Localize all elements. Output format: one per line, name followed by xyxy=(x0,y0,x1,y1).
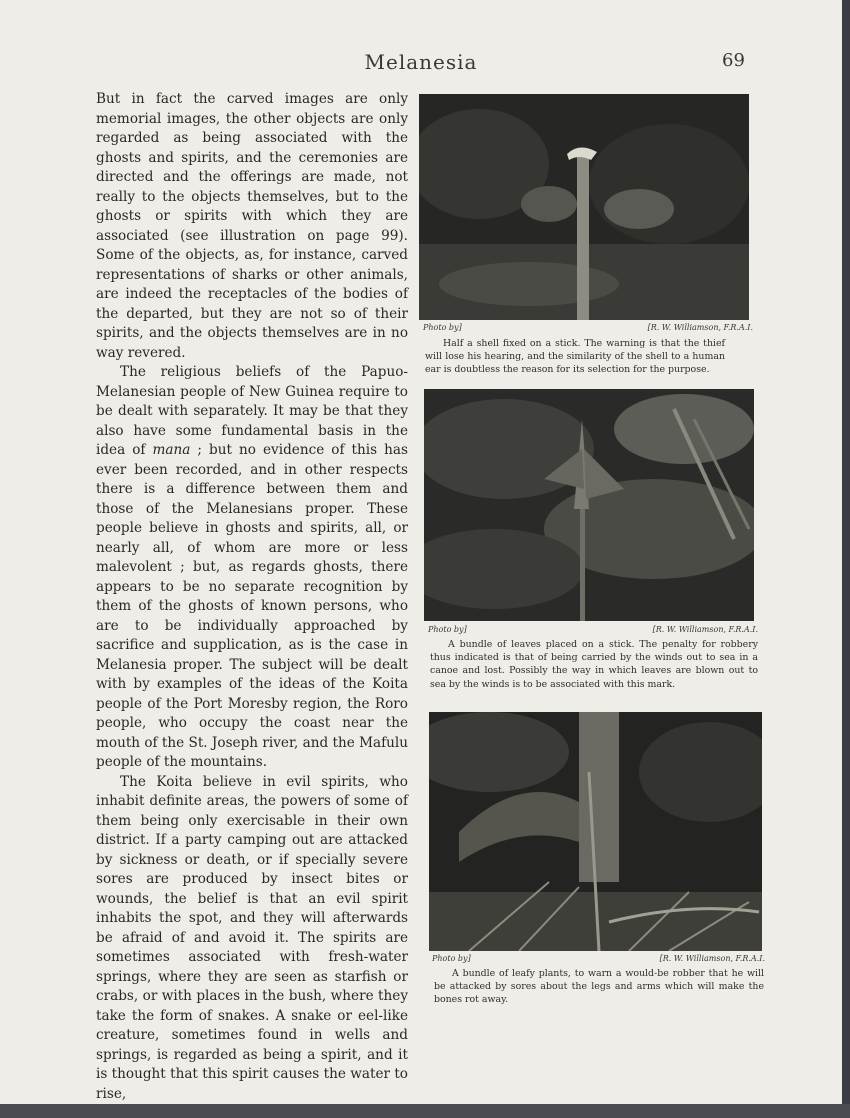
credit-right-2: [R. W. Williamson, F.R.A.I. xyxy=(652,625,758,634)
photo-credit-3 xyxy=(432,954,765,963)
photo-caption-1: Half a shell fixed on a stick. The warning is that the thief will lose his hearing, and the similarity of the shell to a human ear is doubtless the reason for its selection for the purpose. xyxy=(425,338,725,376)
page-edge-shadow xyxy=(842,0,850,1118)
paragraph-1: But in fact the carved images are only memorial images, the other objects are only regarded as being associated with the ghosts and spirits, and the ceremonies are directed and the offerings are made, not really to the objects themselves, but to the ghosts or spirits with which they are associated (see illustration on page 99). Some of the objects, as, for instance, carved representations of sharks or other animals, are indeed the receptacles of the bodies of the departed, but they are not so of their spirits, and the objects themselves are in no way revered. xyxy=(96,91,408,361)
photo-caption-2: A bundle of leaves placed on a stick. The penalty for robbery thus indicated is that of being carried by the winds out to sea in a canoe and lost. Possibly the way in which leaves are blown out to sea by the winds is to be associated with this mark. xyxy=(430,639,758,690)
paragraph-2: The religious beliefs of the Papuo-Melanesian people of New Guinea require to be dealt with separately. It may be that they also have some fundamental basis in the idea of mana ; but no evidence of this has ever been recorded, and in other respects there is a difference between them and those of the Melanesians proper. These people believe in ghosts and spirits, all, or nearly all, of whom are more or less malevolent ; but, as regards ghosts, there appears to be no separate recognition by them of the ghosts of known persons, who are to be individually approached by sacrifice and supplication, as is the case in Melanesia proper. The subject will be dealt with by examples of the ideas of the Koita people of the Port Moresby region, the Roro people, who occupy the coast near the mouth of the St. Joseph river, and the Mafulu people of the mountains. xyxy=(96,364,408,770)
credit-left-3: Photo by] xyxy=(432,954,471,963)
credit-right-3: [R. W. Williamson, F.R.A.I. xyxy=(659,954,765,963)
page-bottom-edge xyxy=(0,1104,850,1118)
mana-term: mana xyxy=(152,442,191,458)
credit-left-2: Photo by] xyxy=(428,625,467,634)
running-head: Melanesia xyxy=(364,50,478,74)
body-text-column xyxy=(96,90,408,1104)
paragraph-3: The Koita believe in evil spirits, who inhabit definite areas, the powers of some of them being only exercisable in their own district. If a party camping out are attacked by sickness or death, or if specially severe sores are produced by insect bites or wounds, the belief is that an evil spirit inhabits the spot, and they will afterwards be afraid of and avoid it. The spirits are sometimes associated with fresh-water springs, where they are seen as starfish or crabs, or with places in the bush, where they take the form of snakes. A snake or eel-like creature, sometimes found in wells and springs, is regarded as being a spirit, and it is thought that this spirit causes the water to rise, xyxy=(96,773,408,1102)
credit-left-1: Photo by] xyxy=(423,323,462,332)
photo-caption-3: A bundle of leafy plants, to warn a would-be robber that he will be attacked by sores about the legs and arms which will make the bones rot away. xyxy=(434,968,764,1006)
photo-credit-2 xyxy=(428,625,758,634)
credit-right-1: [R. W. Williamson, F.R.A.I. xyxy=(647,323,753,332)
photo-leaves-on-stick xyxy=(424,389,754,621)
photo-shell-on-stick xyxy=(419,94,749,320)
photo-leafy-plants xyxy=(429,712,762,951)
page-number: 69 xyxy=(722,50,745,71)
photo-credit-1 xyxy=(423,323,753,332)
